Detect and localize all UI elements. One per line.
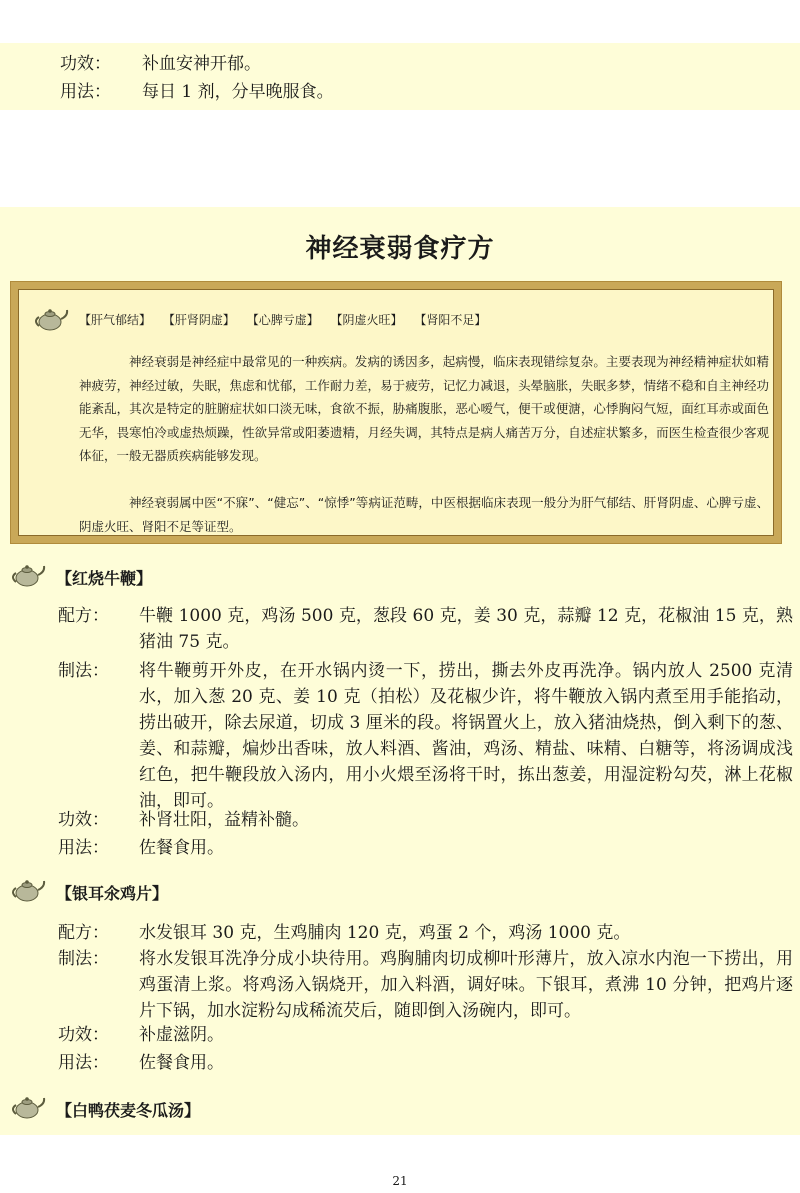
previous-recipe-panel — [0, 43, 800, 110]
intro-inner — [18, 289, 774, 536]
pattern-tags — [79, 311, 494, 328]
tag-liver-kidney-yin: 【肝肾阴虚】 — [162, 313, 235, 327]
effect-text: 补血安神开郁。 — [142, 54, 261, 74]
entry-text: 牛鞭 1000 克，鸡汤 500 克，葱段 60 克，姜 30 克，蒜瓣 12 克，花椒油 15 克，熟猪油 75 克。 — [139, 606, 793, 652]
entry-label: 配方： — [58, 923, 109, 943]
entry-label: 配方： — [58, 606, 109, 626]
teapot-icon — [8, 1092, 46, 1120]
entry-label: 制法： — [58, 661, 109, 681]
tag-liver-qi: 【肝气郁结】 — [79, 313, 152, 327]
intro-paragraph-2: 神经衰弱属中医“不寐”、“健忘”、“惊悸”等病证范畴，中医根据临床表现一般分为肝气郁结、肝肾阴虚、心脾亏虚、阴虚火旺、肾阳不足等证型。 — [79, 495, 769, 534]
intro-paragraph-1: 神经衰弱是神经症中最常见的一种疾病。发病的诱因多，起病慢，临床表现错综复杂。主要表现为神经精神症状如精神疲劳，神经过敏，失眠，焦虑和忧郁，工作耐力差，易于疲劳，记忆力减退，头晕脑胀，失眠多梦，情绪不稳和自主神经功能紊乱，其次是特定的脏腑症状如口淡无味，食欲不振，胁痛腹胀，恶心嗳气，便干或便溏，心悸胸闷气短，面红耳赤或面色无华，畏寒怕冷或虚热烦躁，性欲异常或阳萎遗精，月经失调，其特点是病人痛苦万分，自述症状繁多，而医生检查很少客观体征，一般无器质疾病能够发现。 — [79, 354, 769, 463]
usage-label: 用法： — [60, 82, 111, 102]
tag-heart-spleen: 【心脾亏虚】 — [246, 313, 319, 327]
teapot-icon — [8, 560, 46, 588]
entry-text: 佐餐食用。 — [139, 1053, 224, 1073]
recipe-title: 【红烧牛鞭】 — [56, 569, 153, 588]
usage-text: 每日 1 剂，分早晚服食。 — [142, 82, 334, 102]
intro-frame — [10, 281, 782, 544]
effect-label: 功效： — [60, 54, 111, 74]
teapot-icon — [31, 304, 69, 332]
section-title: 神经衰弱食疗方 — [305, 234, 495, 264]
entry-label: 制法： — [58, 949, 109, 969]
entry-text: 水发银耳 30 克，生鸡脯肉 120 克，鸡蛋 2 个，鸡汤 1000 克。 — [139, 923, 631, 943]
entry-label: 功效： — [58, 810, 109, 830]
entry-text: 补肾壮阳，益精补髓。 — [139, 810, 309, 830]
entry-text: 佐餐食用。 — [139, 838, 224, 858]
recipe-title: 【银耳氽鸡片】 — [56, 884, 169, 903]
entry-text: 补虚滋阴。 — [139, 1025, 224, 1045]
entry-text: 将牛鞭剪开外皮，在开水锅内烫一下，捞出，撕去外皮再洗净。锅内放人 2500 克清水，加入葱 20 克、姜 10 克（拍松）及花椒少许，将牛鞭放入锅内煮至用手能掐动，捞出破开，除去尿道，切成 3 厘米的段。将锅置火上，放入猪油烧热，倒入剩下的葱、姜、和蒜瓣，煸炒出香味，放人料酒、酱油，鸡汤、精盐、味精、白糖等，将汤调成浅红色，把牛鞭段放入汤内，用小火煨至汤将干时，拣出葱姜，用湿淀粉勾芡，淋上花椒油，即可。 — [139, 661, 793, 811]
tag-yin-fire: 【阴虚火旺】 — [330, 313, 403, 327]
entry-text: 将水发银耳洗净分成小块待用。鸡胸脯肉切成柳叶形薄片，放入凉水内泡一下捞出，用鸡蛋清上浆。将鸡汤入锅烧开，加入料酒，调好味。下银耳，煮沸 10 分钟，把鸡片逐片下锅，加水淀粉勾成稀流芡后，随即倒入汤碗内，即可。 — [139, 949, 793, 1021]
page-number: 21 — [392, 1174, 408, 1188]
teapot-icon — [8, 875, 46, 903]
entry-label: 用法： — [58, 838, 109, 858]
entry-label: 用法： — [58, 1053, 109, 1073]
recipe-title: 【白鸭茯麦冬瓜汤】 — [56, 1101, 201, 1120]
tag-kidney-yang: 【肾阳不足】 — [414, 313, 487, 327]
entry-label: 功效： — [58, 1025, 109, 1045]
